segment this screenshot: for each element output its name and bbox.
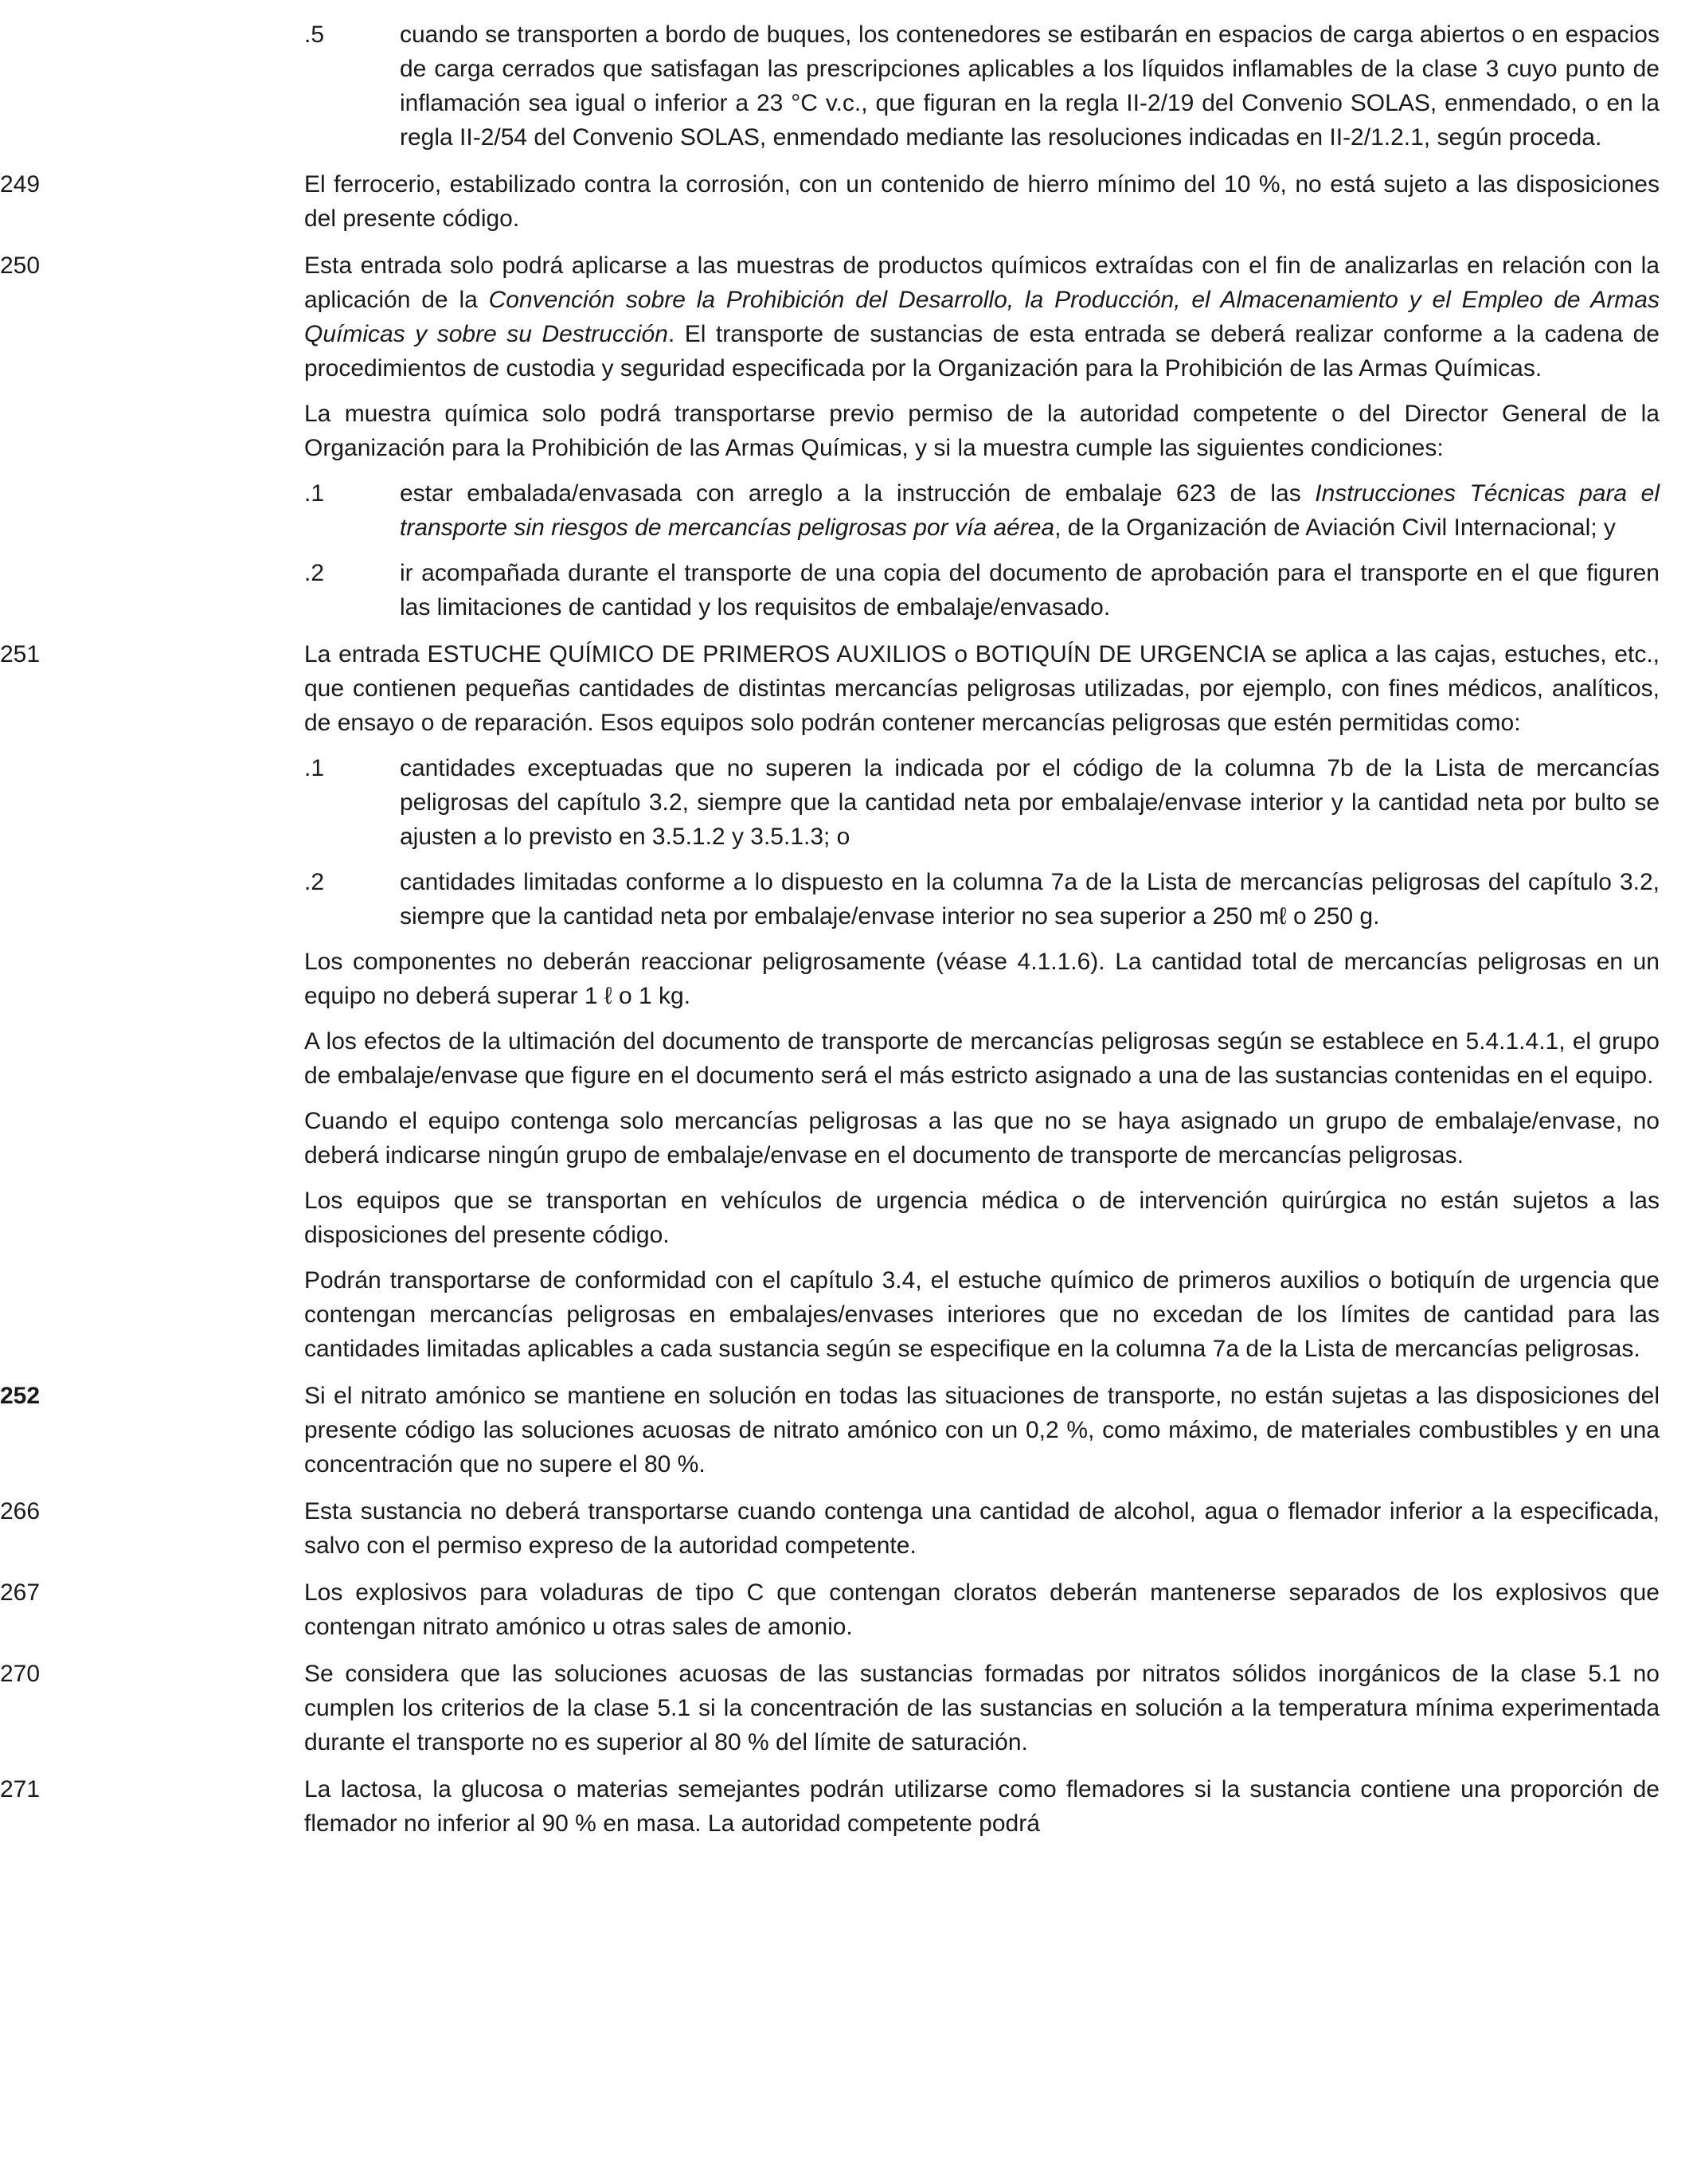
provision-text: Si el nitrato amónico se mantiene en solución en todas las situaciones de transporte, no están sujetas a las disposiciones del presente código las soluciones acuosas de nitrato amónico con un 0,2 %, como máximo, de materiales combustibles y en una concentración que no supere el 80 %.: [304, 1383, 1660, 1478]
item-label: .2: [304, 869, 325, 895]
provision-text: El ferrocerio, estabilizado contra la corrosión, con un contenido de hierro mínimo del 10 %, no está sujeto a las disposiciones del presente código.: [304, 171, 1660, 232]
provision-number: 270: [0, 1661, 41, 1687]
provision-270: [0, 1657, 1660, 1759]
text-run: . El transporte de sustancias de esta entrada se deberá realizar conforme a la cadena de procedimientos de custodia y seguridad especificada por la Organización para la Prohibición de las Armas Químicas.: [304, 321, 1660, 382]
provision-paragraph: La muestra química solo podrá transportarse previo permiso de la autoridad competente o del Director General de la Organización para la Prohibición de las Armas Químicas, y si la muestra cumple las siguientes condiciones:: [304, 401, 1660, 461]
provision-250: [0, 249, 1660, 624]
item-label: .1: [304, 480, 325, 507]
provision-paragraph: A los efectos de la ultimación del documento de transporte de mercancías peligrosas según se establece en 5.4.1.4.1, el grupo de embalaje/envase que figure en el documento será el más estricto asignado a una de las sustancias contenidas en el equipo.: [304, 1028, 1660, 1089]
provision-number: 249: [0, 171, 41, 198]
item-text: ir acompañada durante el transporte de una copia del documento de aprobación para el transporte en el que figuren las limitaciones de cantidad y los requisitos de embalaje/envasado.: [400, 560, 1660, 620]
list-item: [304, 865, 1660, 933]
provision-text: La lactosa, la glucosa o materias semejantes podrán utilizarse como flemadores si la sustancia contiene una proporción de flemador no inferior al 90 % en masa. La autoridad competente podrá: [304, 1776, 1660, 1837]
list-item: [304, 476, 1660, 545]
provision-number: 267: [0, 1579, 41, 1606]
text-run: Esta entrada solo podrá aplicarse a las muestras de productos químicos extraídas con el fin de analizarlas en relación con la aplicación de la: [304, 252, 1660, 313]
list-item: [304, 18, 1660, 155]
provision-251: [0, 637, 1660, 1366]
item-text: cantidades exceptuadas que no superen la indicada por el código de la columna 7b de la Lista de mercancías peligrosas del capítulo 3.2, siempre que la cantidad neta por embalaje/envase interior y la cantidad neta por bulto se ajusten a lo previsto en 3.5.1.2 y 3.5.1.3; o: [400, 755, 1660, 850]
instructions-title: Instrucciones Técnicas para el transporte sin riesgos de mercancías peligrosas por vía aérea: [400, 480, 1660, 541]
item-label: .2: [304, 560, 325, 586]
provision-text: Esta sustancia no deberá transportarse cuando contenga una cantidad de alcohol, agua o flemador inferior a la especificada, salvo con el permiso expreso de la autoridad competente.: [304, 1498, 1660, 1559]
provision-text: Se considera que las soluciones acuosas de las sustancias formadas por nitratos sólidos inorgánicos de la clase 5.1 no cumplen los criterios de la clase 5.1 si la concentración de las sustancias en solución a la temperatura mínima experimentada durante el transporte no es superior al 80 % del límite de saturación.: [304, 1661, 1660, 1755]
provision-266: [0, 1494, 1660, 1563]
list-item: [304, 751, 1660, 854]
provision-number: 251: [0, 641, 41, 667]
list-item: [304, 556, 1660, 624]
convention-title: Convención sobre la Prohibición del Desarrollo, la Producción, el Almacenamiento y el Empleo de Armas Químicas y sobre su Destrucción: [304, 287, 1660, 347]
item-label: .5: [304, 22, 325, 48]
provision-paragraph: Podrán transportarse de conformidad con el capítulo 3.4, el estuche químico de primeros auxilios o botiquín de urgencia que contengan mercancías peligrosas en embalajes/envases interiores que no excedan de los límites de cantidad para las cantidades limitadas aplicables a cada sustancia según se especifique en la columna 7a de la Lista de mercancías peligrosas.: [304, 1267, 1660, 1362]
provision-number: 252: [0, 1383, 41, 1409]
provision-number: 266: [0, 1498, 41, 1524]
provision-271: [0, 1772, 1660, 1841]
provision-paragraph: Los equipos que se transportan en vehículos de urgencia médica o de intervención quirúrgica no están sujetos a las disposiciones del presente código.: [304, 1188, 1660, 1248]
provision-267: [0, 1575, 1660, 1644]
item-text: cantidades limitadas conforme a lo dispuesto en la columna 7a de la Lista de mercancías peligrosas del capítulo 3.2, siempre que la cantidad neta por embalaje/envase interior no sea superior a 250 mℓ o 250 g.: [400, 869, 1660, 930]
text-run: estar embalada/envasada con arreglo a la instrucción de embalaje 623 de las: [400, 480, 1316, 507]
provision-text: La entrada ESTUCHE QUÍMICO DE PRIMEROS AUXILIOS o BOTIQUÍN DE URGENCIA se aplica a las cajas, estuches, etc., que contienen pequeñas cantidades de distintas mercancías peligrosas utilizadas, por ejemplo, con fines médicos, analíticos, de ensayo o de reparación. Esos equipos solo podrán contener mercancías peligrosas que estén permitidas como:: [304, 641, 1660, 736]
provision-text: [304, 249, 1660, 386]
item-text: cuando se transporten a bordo de buques, los contenedores se estibarán en espacios de carga abiertos o en espacios de carga cerrados que satisfagan las prescripciones aplicables a los líquidos inflamables de la clase 3 cuyo punto de inflamación sea igual o inferior a 23 °C v.c., que figuran en la regla II-2/19 del Convenio SOLAS, enmendado, o en la regla II-2/54 del Convenio SOLAS, enmendado mediante las resoluciones indicadas en II-2/1.2.1, según proceda.: [400, 22, 1660, 151]
provision-249: [0, 167, 1660, 236]
item-label: .1: [304, 755, 325, 781]
provision-paragraph: Los componentes no deberán reaccionar peligrosamente (véase 4.1.1.6). La cantidad total de mercancías peligrosas en un equipo no deberá superar 1 ℓ o 1 kg.: [304, 949, 1660, 1009]
text-run: , de la Organización de Aviación Civil Internacional; y: [1054, 515, 1616, 541]
provision-number: 250: [0, 252, 41, 279]
provision-text: Los explosivos para voladuras de tipo C que contengan cloratos deberán mantenerse separados de los explosivos que contengan nitrato amónico u otras sales de amonio.: [304, 1579, 1660, 1640]
lead-item-block: [304, 18, 1660, 155]
provision-252: [0, 1379, 1660, 1481]
provision-paragraph: Cuando el equipo contenga solo mercancías peligrosas a las que no se haya asignado un grupo de embalaje/envase, no deberá indicarse ningún grupo de embalaje/envase en el documento de transporte de mercancías peligrosas.: [304, 1108, 1660, 1168]
provision-number: 271: [0, 1776, 41, 1802]
